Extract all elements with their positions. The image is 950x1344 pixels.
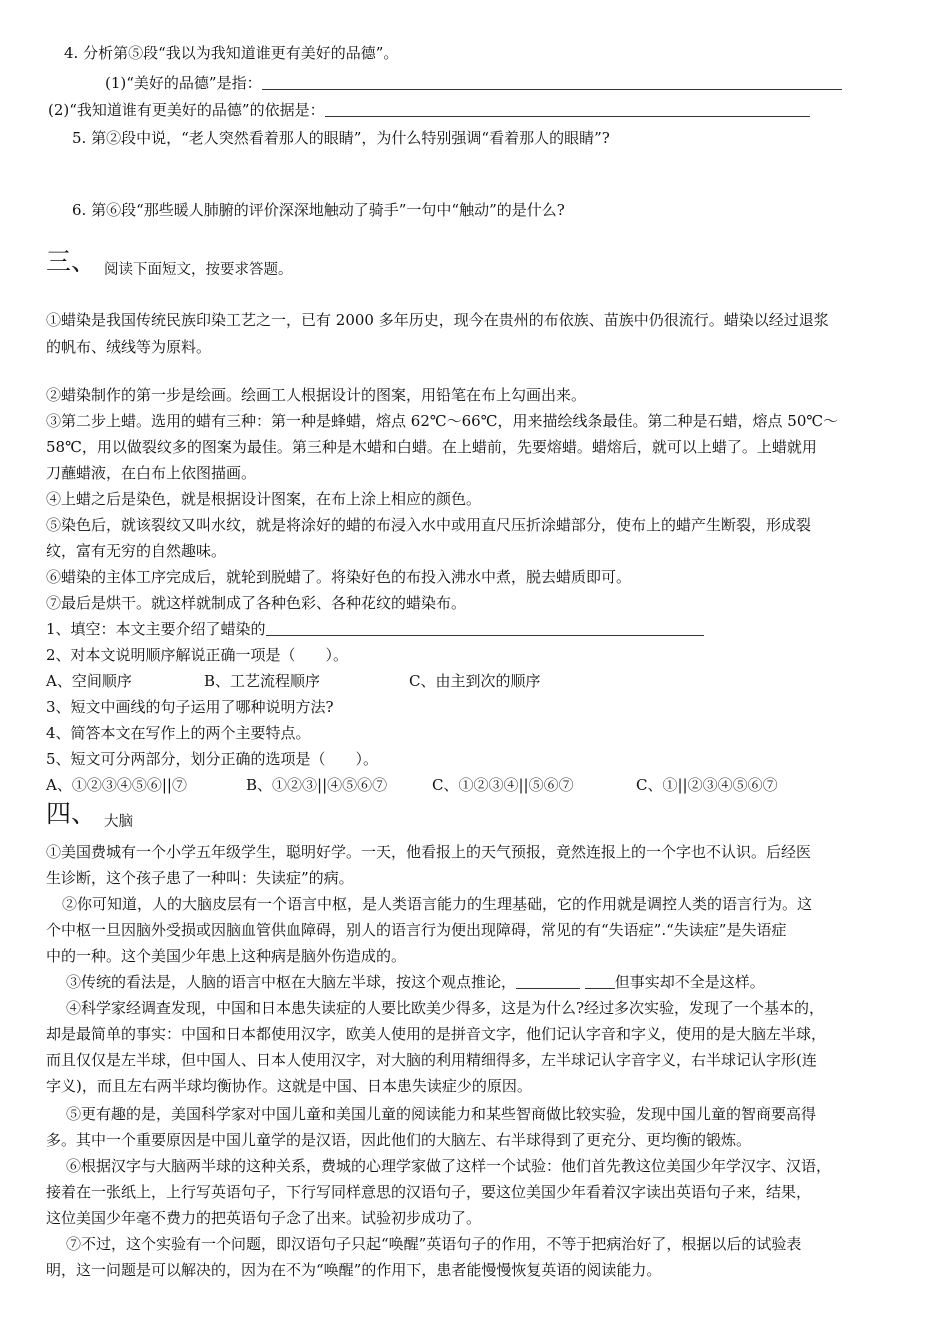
paragraph-1: ①美国费城有一个小学五年级学生，聪明好学。一天，他看报上的天气预报，竟然连报上的一个字也不认识。后经医 bbox=[46, 843, 812, 861]
paragraph-7: ⑦不过，这个实验有一个问题，即汉语句子只起“唤醒”英语句子的作用，不等于把病治好了，根据以后的试验表 bbox=[66, 1235, 802, 1253]
paragraph-1-cont: 的帆布、绒线等为原料。 bbox=[46, 338, 212, 356]
article-title: 大脑 bbox=[104, 814, 134, 830]
paragraph-2: ②你可知道，人的大脑皮层有一个语言中枢，是人类语言能力的生理基础，它的作用就是调控人类的语言行为。这 bbox=[62, 895, 813, 913]
paragraph-5-cont: 纹，富有无穷的自然趣味。 bbox=[46, 542, 227, 560]
paragraph-2: ②蜡染制作的第一步是绘画。绘画工人根据设计的图案，用铅笔在布上勾画出来。 bbox=[46, 386, 587, 404]
paragraph-6-cont: 接着在一张纸上，上行写英语句子，下行写同样意思的汉语句子，要这位美国少年看着汉字读出英语句子来，结果， bbox=[46, 1183, 812, 1201]
question-3: 3、短文中画线的句子运用了哪种说明方法? bbox=[46, 698, 334, 716]
question-4-2-text: (2)“我知道谁有更美好的品德”的依据是： bbox=[48, 101, 325, 119]
paragraph-5: ⑤更有趣的是，美国科学家对中国儿童和美国儿童的阅读能力和某些智商做比较实验，发现中国儿童的智商要高得 bbox=[66, 1105, 817, 1123]
paragraph-1: ①蜡染是我国传统民族印染工艺之一，已有 2000 多年历史，现今在贵州的布依族、苗族中仍很流行。蜡染以经过退浆 bbox=[46, 311, 829, 329]
paragraph-3-cont: 刀蘸蜡液，在白布上依图描画。 bbox=[46, 464, 257, 482]
answer-blank[interactable] bbox=[585, 973, 615, 989]
paragraph-3-text: 但事实却不全是这样。 bbox=[614, 973, 765, 991]
option-d: C、①||②③④⑤⑥⑦ bbox=[636, 776, 778, 794]
paragraph-7: ⑦最后是烘干。就这样就制成了各种色彩、各种花纹的蜡染布。 bbox=[46, 594, 467, 612]
paragraph-4-cont: 却是最简单的事实：中国和日本都使用汉字，欧美人使用的是拼音文字，他们记认字音和字义，使用的是大脑左半球， bbox=[46, 1025, 827, 1043]
paragraph-3-text: ③传统的看法是，人脑的语言中枢在大脑左半球，按这个观点推论， bbox=[66, 973, 517, 991]
question-4-2 bbox=[48, 100, 810, 120]
question-4: 4. 分析第⑤段“我以为我知道谁更有美好的品德”。 bbox=[64, 44, 399, 62]
question-2: 2、对本文说明顺序解说正确一项是（ ）。 bbox=[46, 646, 349, 664]
answer-blank[interactable] bbox=[516, 973, 580, 989]
paragraph-5: ⑤染色后，就该裂纹又叫水纹，就是将涂好的蜡的布浸入水中或用直尺压折涂蜡部分，使布上的蜡产生断裂，形成裂 bbox=[46, 516, 812, 534]
paragraph-4: ④上蜡之后是染色，就是根据设计图案，在布上涂上相应的颜色。 bbox=[46, 490, 482, 508]
paragraph-3 bbox=[66, 972, 765, 992]
section-instruction: 阅读下面短文，按要求答题。 bbox=[104, 262, 293, 278]
question-6: 6. 第⑥段“那些暖人肺腑的评价深深地触动了骑手”一句中“触动”的是什么? bbox=[72, 201, 565, 219]
paragraph-5-cont: 多。其中一个重要原因是中国儿童学的是汉语，因此他们的大脑左、右半球得到了更充分、更均衡的锻炼。 bbox=[46, 1131, 752, 1149]
paragraph-7-cont: 明，这一问题是可以解决的，因为在不为“唤醒”的作用下，患者能慢慢恢复英语的阅读能力。 bbox=[46, 1261, 662, 1279]
paragraph-6-cont: 这位美国少年毫不费力的把英语句子念了出来。试验初步成功了。 bbox=[46, 1209, 482, 1227]
paragraph-4-cont: 字义)，而且左右两半球均衡协作。这就是中国、日本患失读症少的原因。 bbox=[46, 1077, 532, 1095]
question-1 bbox=[46, 619, 704, 639]
option-b: B、①②③||④⑤⑥⑦ bbox=[246, 776, 388, 794]
option-c: C、由主到次的顺序 bbox=[409, 672, 541, 690]
section-4-heading bbox=[46, 800, 133, 831]
paragraph-1-cont: 生诊断，这个孩子患了一种叫：失读症”的病。 bbox=[46, 869, 354, 887]
paragraph-2-cont: 个中枢一旦因脑外受损或因脑血管供血障碍，别人的语言行为便出现障碍，常见的有“失语症”.“失读症”是失语症 bbox=[46, 921, 787, 939]
question-5: 5. 第②段中说，“老人突然看着那人的眼睛”，为什么特别强调“看着那人的眼睛”? bbox=[72, 129, 610, 147]
answer-blank[interactable] bbox=[266, 620, 704, 636]
question-4: 4、简答本文在写作上的两个主要特点。 bbox=[46, 724, 311, 742]
paragraph-6: ⑥根据汉字与大脑两半球的这种关系，费城的心理学家做了这样一个试验：他们首先教这位美国少年学汉字、汉语， bbox=[66, 1157, 832, 1175]
section-number: 三、 bbox=[46, 247, 97, 276]
option-a: A、空间顺序 bbox=[46, 672, 132, 690]
option-c: C、①②③④||⑤⑥⑦ bbox=[432, 776, 574, 794]
option-a: A、①②③④⑤⑥||⑦ bbox=[46, 776, 187, 794]
answer-blank[interactable] bbox=[262, 74, 842, 90]
question-4-1-text: (1)“美好的品德”是指： bbox=[105, 74, 262, 92]
paragraph-6: ⑥蜡染的主体工序完成后，就轮到脱蜡了。将染好色的布投入沸水中煮，脱去蜡质即可。 bbox=[46, 568, 632, 586]
paragraph-4-cont: 而且仅仅是左半球，但中国人、日本人使用汉字，对大脑的利用精细得多，左半球记认字音字义，右半球记认字形(连 bbox=[46, 1051, 817, 1069]
paragraph-3: ③第二步上蜡。选用的蜡有三种：第一种是蜂蜡，熔点 62℃～66℃，用来描绘线条最佳。第二种是石蜡，熔点 50℃～ bbox=[46, 412, 839, 430]
answer-blank[interactable] bbox=[325, 101, 810, 117]
paragraph-4: ④科学家经调查发现，中国和日本患失读症的人要比欧美少得多，这是为什么?经过多次实验，发现了一个基本的， bbox=[66, 999, 825, 1017]
option-b: B、工艺流程顺序 bbox=[204, 672, 321, 690]
section-3-heading bbox=[46, 248, 293, 279]
paragraph-3-cont: 58℃，用以做裂纹多的图案为最佳。第三种是木蜡和白蜡。在上蜡前，先要熔蜡。蜡熔后，就可以上蜡了。上蜡就用 bbox=[46, 438, 817, 456]
section-number: 四、 bbox=[46, 799, 97, 828]
question-5: 5、短文可分两部分，划分正确的选项是（ ）。 bbox=[46, 750, 379, 768]
paragraph-2-cont: 中的一种。这个美国少年患上这种病是脑外伤造成的。 bbox=[46, 947, 407, 965]
question-4-1 bbox=[105, 73, 842, 93]
question-1-text: 1、填空：本文主要介绍了蜡染的 bbox=[46, 620, 266, 638]
